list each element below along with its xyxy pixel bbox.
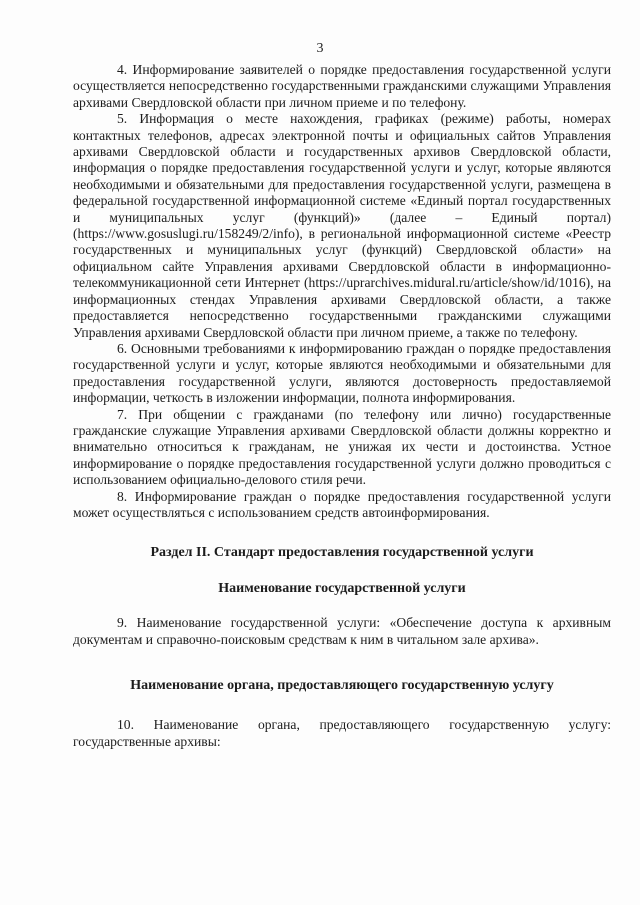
document-body [73, 62, 611, 750]
subheading-service-name: Наименование государственной услуги [218, 580, 466, 596]
paragraph-5: 5. Информация о месте нахождения, графиках (режиме) работы, номерах контактных телефонов, адресах электронной почты и официальных сайтов Управления архивами Свердловской области и государственных архивов Свердловской области, информация о порядке предоставления государственной услуги и услуг, которые являются необходимыми и обязательными для предоставления государственной услуги, размещена в федеральной государственной информационной системе «Единый портал государственных и муниципальных услуг (функций)» (далее – Единый портал) (https://www.gosuslugi.ru/158249/2/info), в региональной информационной системе «Реестр государственных и муниципальных услуг (функций) Свердловской области» на официальном сайте Управления архивами Свердловской области в информационно-телекоммуникационной сети Интернет (https://uprarchives.midural.ru/article/show/id/1016), на информационных стендах Управления архивами Свердловской области, а также предоставляется непосредственно государственными гражданскими служащими Управления архивами Свердловской области при личном приеме, а также по телефону. [73, 111, 611, 340]
paragraph-8: 8. Информирование граждан о порядке предоставления государственной услуги может осуществляться с использованием средств автоинформирования. [73, 488, 611, 520]
section-title: Раздел II. Стандарт предоставления государственной услуги [150, 545, 534, 561]
page-number: 3 [316, 41, 324, 56]
paragraph-9: 9. Наименование государственной услуги: «Обеспечение доступа к архивным документам и справочно-поисковым средствам к ним в читальном зале архива». [73, 615, 611, 647]
paragraph-10: 10. Наименование органа, предоставляющего государственную услугу: государственные архивы: [73, 717, 611, 749]
subheading-authority-name: Наименование органа, предоставляющего государственную услугу [130, 678, 554, 693]
paragraph-7: 7. При общении с гражданами (по телефону или лично) государственные гражданские служащие Управления архивами Свердловской области должны корректно и внимательно относиться к гражданам, не унижая их чести и достоинства. Устное информирование о порядке предоставления государственной услуги должно проводиться с использованием официально-делового стиля речи. [73, 406, 611, 488]
paragraph-6: 6. Основными требованиями к информированию граждан о порядке предоставления государственной услуги и услуг, которые являются необходимыми и обязательными для предоставления государственной услуги, являются достоверность предоставляемой информации, четкость в изложении информации, полнота информирования. [73, 340, 611, 406]
paragraph-4: 4. Информирование заявителей о порядке предоставления государственной услуги осуществляется непосредственно государственными гражданскими служащими Управления архивами Свердловской области при личном приеме и по телефону. [73, 62, 611, 110]
